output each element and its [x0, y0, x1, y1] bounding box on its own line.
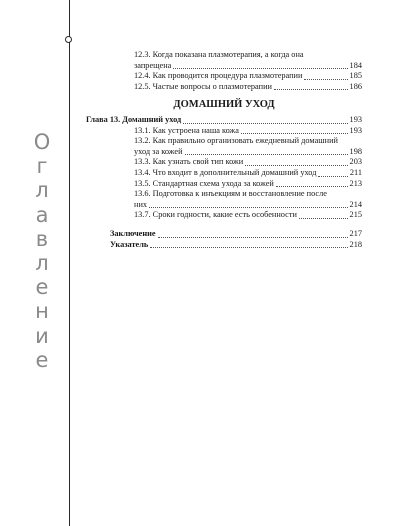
side-title-letter: е: [35, 275, 49, 300]
side-title-letter: л: [35, 178, 49, 203]
dot-leader: [274, 89, 348, 90]
toc-entry-title: 13.7. Сроки годности, какие есть особенности: [134, 210, 297, 220]
side-title-letter: л: [35, 251, 49, 276]
toc-entry-page: 217: [349, 228, 362, 238]
table-of-contents: [86, 50, 362, 250]
dot-leader: [183, 123, 347, 124]
dot-leader: [173, 68, 347, 69]
dot-leader: [276, 186, 348, 187]
toc-entry[interactable]: [86, 147, 362, 158]
toc-chapter-entry[interactable]: [86, 115, 362, 126]
toc-chapter-title: Глава 13. Домашний уход: [86, 114, 182, 124]
toc-entry-title: уход за кожей: [134, 146, 183, 156]
toc-entry-page: 186: [349, 81, 362, 91]
side-title-letter: и: [35, 323, 49, 348]
toc-entry-page: 184: [349, 60, 362, 70]
toc-entry[interactable]: [86, 179, 362, 190]
toc-entry-page: 198: [349, 146, 362, 156]
side-title-letter: н: [35, 299, 49, 324]
dot-leader: [149, 207, 348, 208]
dot-leader: [304, 79, 347, 80]
toc-entry[interactable]: [86, 200, 362, 211]
toc-entry-page: 215: [349, 210, 362, 220]
vertical-rule: [69, 0, 70, 526]
toc-entry-index[interactable]: [86, 240, 362, 251]
toc-entry[interactable]: [86, 71, 362, 82]
toc-entry[interactable]: [86, 168, 362, 179]
toc-entry-title: них: [134, 199, 148, 209]
toc-entry-conclusion[interactable]: [86, 229, 362, 240]
toc-entry-title: 12.4. Как проводится процедура плазмотерапии: [134, 71, 303, 81]
side-title-letter: а: [35, 202, 49, 227]
toc-entry-title: Указатель: [110, 239, 149, 249]
toc-entry-title: запрещена: [134, 60, 172, 70]
toc-entry-page: 203: [349, 157, 362, 167]
toc-entry[interactable]: [86, 61, 362, 72]
toc-entry-page: 193: [349, 125, 362, 135]
toc-entry-title: 13.5. Стандартная схема ухода за кожей: [134, 178, 274, 188]
dot-leader: [318, 176, 347, 177]
toc-entry-title: 13.1. Как устроена наша кожа: [134, 125, 239, 135]
toc-entry[interactable]: [86, 157, 362, 168]
dot-leader: [158, 237, 348, 238]
side-title-letter: в: [35, 226, 49, 251]
toc-entry-page: 213: [349, 178, 362, 188]
toc-entry[interactable]: [86, 82, 362, 93]
toc-entry-line: 13.6. Подготовка к инъекциям и восстановление после: [134, 189, 327, 199]
dot-leader: [299, 218, 348, 219]
toc-entry[interactable]: [86, 210, 362, 221]
dot-leader: [245, 165, 347, 166]
toc-entry-line: 13.2. Как правильно организовать ежедневный домашний: [134, 136, 338, 146]
side-title-letter: О: [33, 130, 51, 154]
toc-entry-title: 13.3. Как узнать свой тип кожи: [134, 157, 244, 167]
toc-entry-line: 12.3. Когда показана плазмотерапия, а когда она: [134, 50, 304, 59]
side-title-letter: е: [35, 347, 49, 372]
toc-entry-title: Заключение: [110, 228, 156, 238]
toc-chapter-page: 193: [349, 114, 362, 124]
toc-entry[interactable]: [86, 126, 362, 137]
toc-entry-title: 12.5. Частые вопросы о плазмотерапии: [134, 81, 272, 91]
toc-entry-page: 211: [349, 167, 362, 177]
dot-leader: [150, 247, 347, 248]
toc-entry-page: 185: [349, 71, 362, 81]
section-title: ДОМАШНИЙ УХОД: [173, 99, 275, 111]
dot-leader: [241, 133, 348, 134]
side-title: [30, 130, 54, 372]
toc-entry-title: 13.4. Что входит в дополнительный домашний уход: [134, 167, 317, 177]
rule-circle-ornament: [65, 36, 72, 43]
toc-entry-page: 214: [349, 199, 362, 209]
side-title-letter: г: [36, 154, 48, 179]
toc-entry-page: 218: [349, 239, 362, 249]
dot-leader: [185, 154, 348, 155]
